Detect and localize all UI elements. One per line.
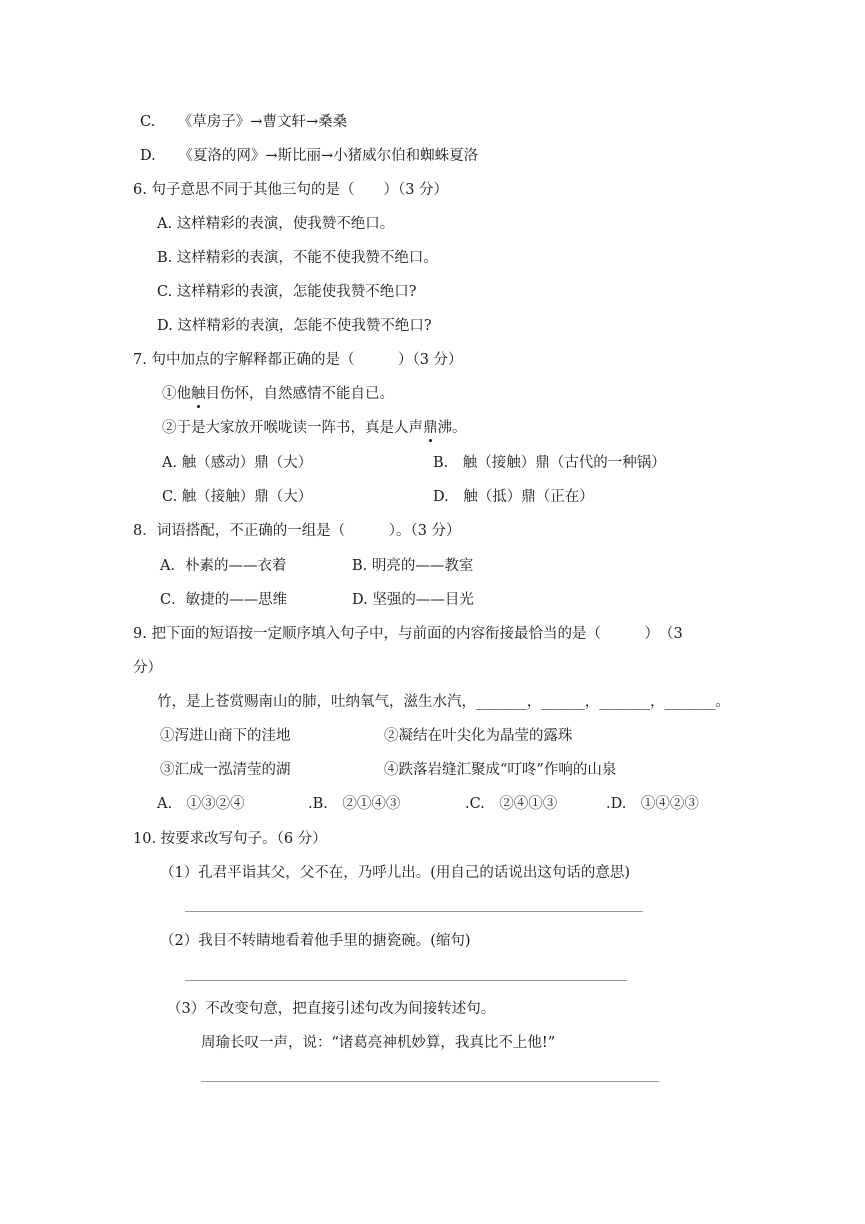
q9-phrase-3: ③汇成一泓清莹的湖	[160, 762, 291, 778]
q5-option-d	[140, 146, 478, 166]
q7-s1-post: 目伤怀，自然感情不能自已。	[205, 386, 394, 402]
q7-option-b: B. 触（接触）鼎（古代的一种锅）	[433, 455, 666, 471]
q10-sub-3-quote: 周瑜长叹一声，说：“诸葛亮神机妙算，我真比不上他!”	[201, 1035, 556, 1051]
q9-option-b: .B. ②①④③	[308, 796, 401, 812]
q8-stem: 8．词语搭配，不正确的一组是（ ）。（3 分）	[133, 523, 461, 539]
q7-s2-dotted-char: 鼎	[423, 420, 438, 436]
q10-answer-line-3[interactable]	[201, 1081, 659, 1082]
q9-phrase-4: ④跌落岩缝汇聚成“叮咚”作响的山泉	[384, 762, 617, 778]
q9-option-a: A. ①③②④	[157, 796, 245, 812]
q8-option-d: D. 坚强的——目光	[352, 592, 474, 608]
q9-option-c: .C. ②④①③	[465, 796, 558, 812]
q10-stem: 10. 按要求改写句子。（6 分）	[133, 831, 327, 847]
q9-phrase-2: ②凝结在叶尖化为晶莹的露珠	[384, 728, 573, 744]
q7-s1-pre: ①他	[162, 386, 191, 402]
q8-option-b: B. 明亮的——教室	[352, 558, 474, 574]
q9-option-d: .D. ①④②③	[606, 796, 699, 812]
q7-s2-post: 沸。	[437, 420, 467, 436]
q9-stem: 9. 把下面的短语按一定顺序填入句子中，与前面的内容衔接最恰当的是（ ） （3	[133, 626, 683, 642]
q8-option-a: A．朴素的——衣着	[160, 558, 287, 574]
q9-sentence: 竹，是上苍赏赐南山的肺，吐纳氧气，滋生水汽，_______，______，_______，_______。	[157, 694, 730, 710]
q10-answer-line-2[interactable]	[185, 980, 627, 981]
q8-option-c: C．敏捷的——思维	[160, 592, 288, 608]
q7-sentence-2	[162, 418, 467, 438]
q10-sub-2: （2）我目不转睛地看着他手里的搪瓷碗。(缩句)	[160, 933, 471, 949]
q9-phrase-1: ①泻进山商下的洼地	[160, 728, 291, 744]
q9-stem-continued: 分）	[133, 660, 162, 676]
q5-option-d-text: 《夏洛的网》→斯比丽→小猪威尔伯和蜘蛛夏洛	[178, 148, 479, 164]
q7-option-a: A. 触（感动）鼎（大）	[162, 455, 313, 471]
q10-sub-3: （3）不改变句意，把直接引述句改为间接转述句。	[167, 1001, 496, 1017]
q6-option-b: B. 这样精彩的表演，不能不使我赞不绝口。	[157, 250, 438, 266]
q5-option-c	[140, 112, 347, 132]
q5-option-c-text: 《草房子》→曹文轩→桑桑	[177, 114, 348, 130]
q7-option-c: C. 触（接触）鼎（大）	[162, 489, 313, 505]
q7-sentence-1	[162, 384, 394, 404]
q6-option-c: C. 这样精彩的表演，怎能使我赞不绝口?	[157, 284, 417, 300]
q6-option-a: A. 这样精彩的表演，使我赞不绝口。	[157, 216, 395, 232]
q7-option-d: D. 触（抵）鼎（正在）	[433, 489, 594, 505]
q10-sub-1: （1）孔君平诣其父，父不在，乃呼儿出。(用自己的话说出这句话的意思)	[160, 865, 631, 881]
q7-stem: 7. 句中加点的字解释都正确的是（ ）（3 分）	[133, 352, 463, 368]
q6-stem: 6. 句子意思不同于其他三句的是（ ）（3 分）	[133, 182, 449, 198]
q7-s1-dotted-char: 触	[191, 386, 206, 402]
q5-option-d-label: D.	[140, 148, 156, 164]
q6-option-d: D. 这样精彩的表演，怎能不使我赞不绝口?	[157, 318, 432, 334]
q5-option-c-label: C.	[140, 114, 156, 130]
q7-s2-pre: ②于是大家放开喉咙读一阵书，真是人声	[162, 420, 423, 436]
q10-answer-line-1[interactable]	[185, 911, 643, 912]
